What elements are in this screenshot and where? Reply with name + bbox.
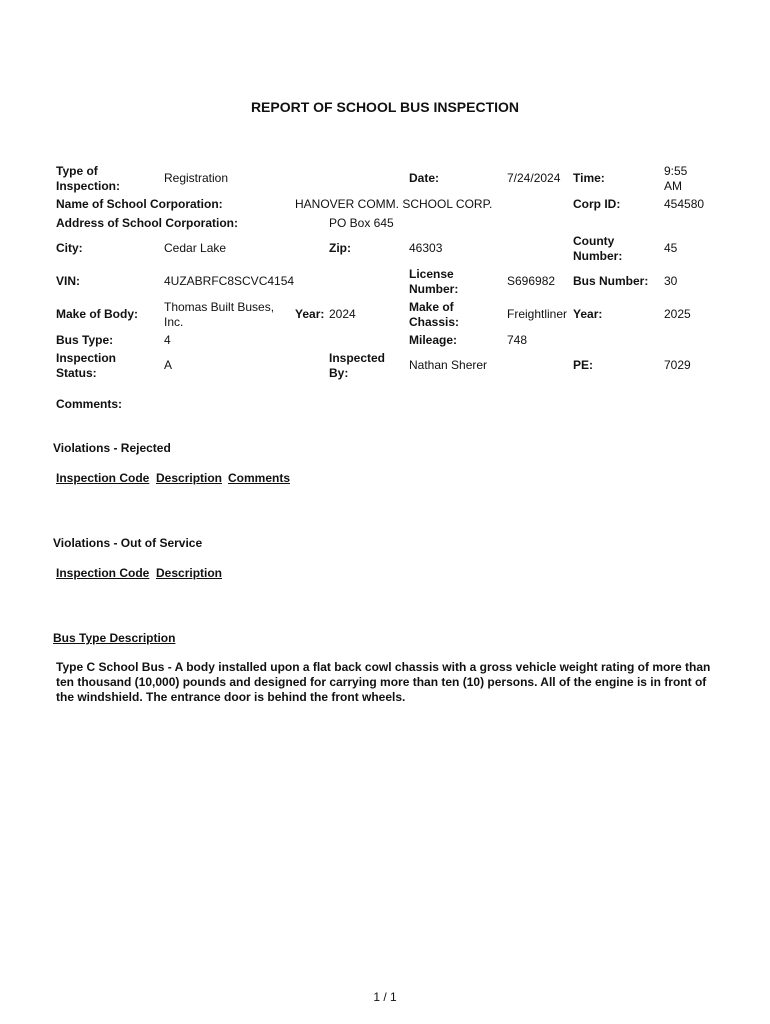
zip-label: Zip: [329,241,351,255]
bus-number-label: Bus Number: [573,274,649,288]
violations-oos-heading: Violations - Out of Service [53,536,203,550]
city-value: Cedar Lake [164,241,227,255]
bus-number-value: 30 [664,274,678,288]
pe-value: 7029 [664,358,691,372]
oos-col-description: Description [156,566,223,580]
time-value: 9:55 AM [664,164,688,193]
oos-col-inspection-code: Inspection Code [56,566,150,580]
type-of-inspection-label: Type of Inspection: [56,164,121,193]
bus-type-description-text: Type C School Bus - A body installed upon a flat back cowl chassis with a gross vehicle weight rating of more than ten thousand (10,000) pounds and designed for carrying more than ten (10) persons. All of the engine is in front of the windshield. The entrance door is behind the front wheels. [56,660,711,704]
city-label: City: [56,241,83,255]
make-of-chassis-label: Make of Chassis: [409,300,460,329]
chassis-year-label: Year: [573,307,603,321]
license-number-value: S696982 [507,274,556,288]
inspected-by-label: Inspected By: [329,351,386,380]
body-year-label: Year: [295,307,325,321]
zip-value: 46303 [409,241,443,255]
county-number-value: 45 [664,241,678,255]
inspection-status-label: Inspection Status: [56,351,117,380]
county-number-label: County Number: [573,234,623,263]
inspected-by-value: Nathan Sherer [409,358,488,372]
address-value: PO Box 645 [329,216,394,230]
mileage-label: Mileage: [409,333,458,347]
time-label: Time: [573,171,605,185]
rejected-col-comments: Comments [228,471,291,485]
school-corp-label: Name of School Corporation: [56,197,223,211]
bus-type-value: 4 [164,333,171,347]
chassis-year-value: 2025 [664,307,691,321]
address-label: Address of School Corporation: [56,216,239,230]
vin-value: 4UZABRFC8SCVC4154 [164,274,295,288]
make-of-body-label: Make of Body: [56,307,139,321]
rejected-col-inspection-code: Inspection Code [56,471,150,485]
corp-id-value: 454580 [664,197,705,211]
make-of-chassis-value: Freightliner [507,307,568,321]
pe-label: PE: [573,358,594,372]
date-label: Date: [409,171,440,185]
comments-label: Comments: [56,397,123,411]
corp-id-label: Corp ID: [573,197,621,211]
school-corp-value: HANOVER COMM. SCHOOL CORP. [295,197,493,211]
rejected-col-description: Description [156,471,223,485]
bus-type-label: Bus Type: [56,333,114,347]
inspection-status-value: A [164,358,173,372]
vin-label: VIN: [56,274,80,288]
mileage-value: 748 [507,333,528,347]
body-year-value: 2024 [329,307,356,321]
license-number-label: License Number: [409,267,459,296]
bus-type-description-heading: Bus Type Description [53,631,176,645]
make-of-body-value: Thomas Built Buses, Inc. [164,300,275,329]
type-of-inspection-value: Registration [164,171,229,185]
date-value: 7/24/2024 [507,171,561,185]
violations-rejected-heading: Violations - Rejected [53,441,171,455]
report-title: REPORT OF SCHOOL BUS INSPECTION [250,99,520,115]
page-number: 1 / 1 [373,990,397,1004]
